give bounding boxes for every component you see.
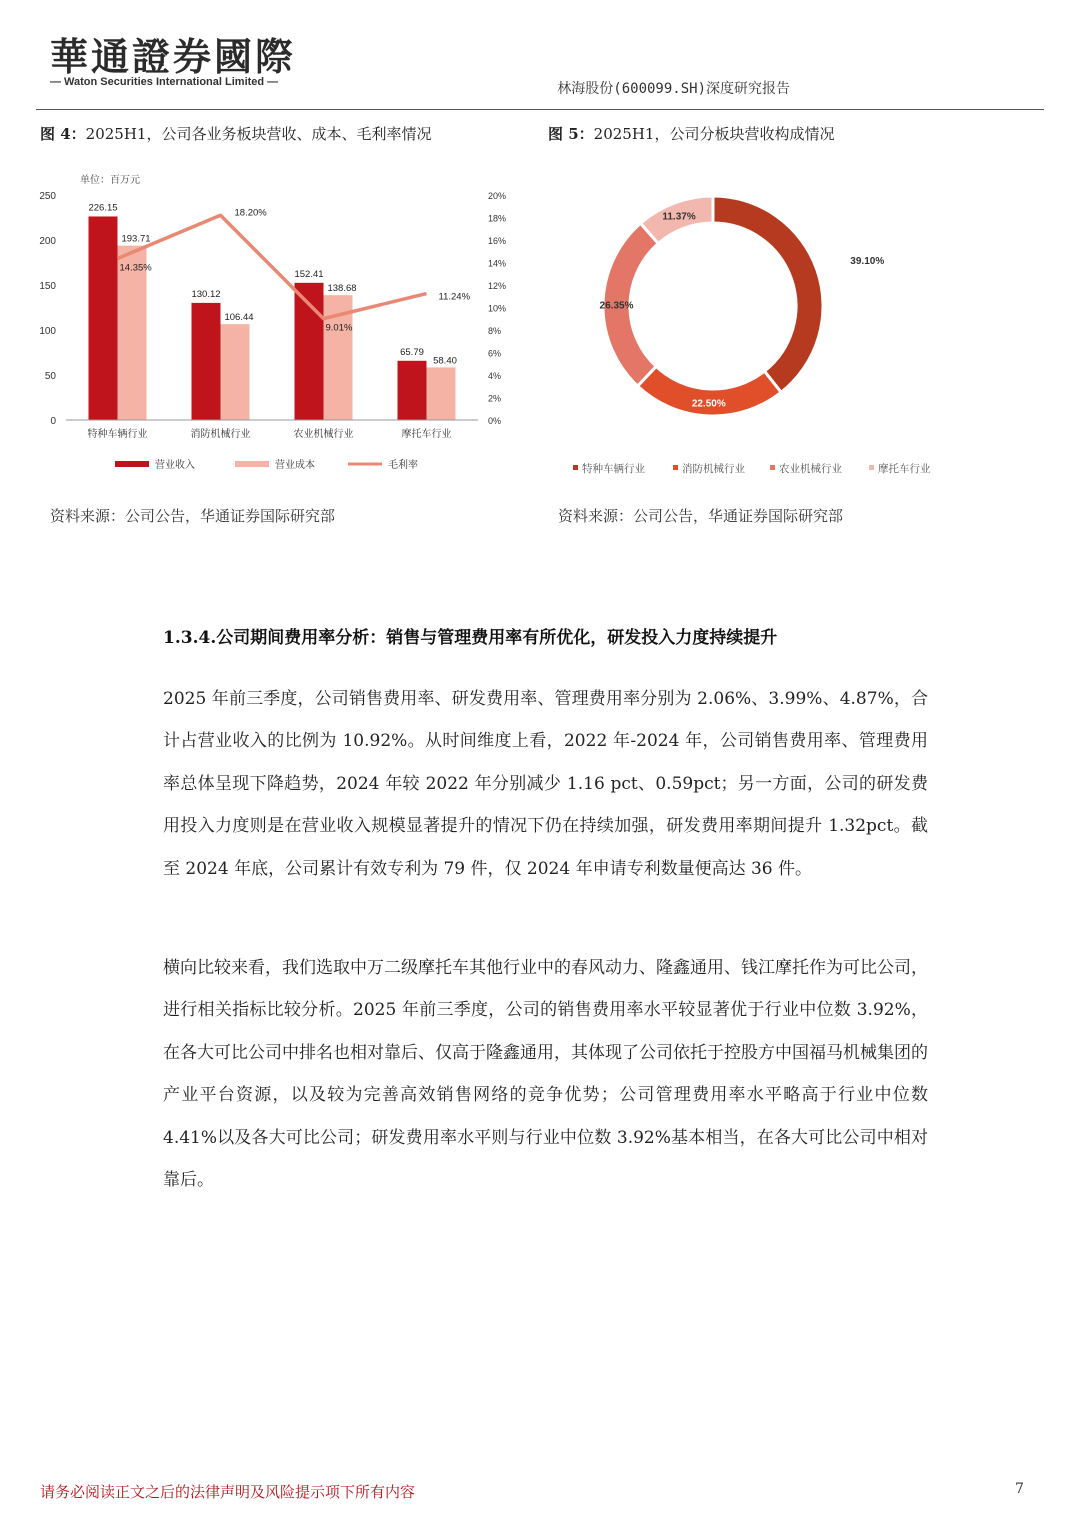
margin-data-label: 14.35% (119, 262, 152, 274)
figure5-source: 资料来源：公司公告，华通证券国际研究部 (558, 507, 844, 525)
y2-tick-label: 14% (488, 258, 507, 269)
bar-revenue (398, 361, 427, 420)
legend-label: 消防机械行业 (682, 463, 745, 475)
legend-swatch (869, 465, 874, 470)
legend-swatch (573, 465, 578, 470)
margin-data-label: 9.01% (325, 322, 353, 334)
cost-data-label: 58.40 (433, 355, 457, 367)
legend-swatch (235, 461, 269, 467)
cost-data-label: 106.44 (224, 312, 254, 324)
legend-label: 营业收入 (155, 460, 195, 471)
margin-line (118, 215, 427, 318)
donut-data-label: 22.50% (691, 398, 726, 410)
figure5-title-text: 2025H1，公司分板块营收构成情况 (593, 125, 835, 143)
legend-label: 农业机械行业 (779, 463, 842, 475)
y2-tick-label: 12% (488, 281, 507, 291)
body-paragraph-2: 横向比较来看，我们选取中万二级摩托车其他行业中的春风动力、隆鑫通用、钱江摩托作为可比公司，进行相关指标比较分析。2025 年前三季度，公司的销售费用率水平较显著优于行业中位数 3.92%，在各大可比公司中排名也相对靠后、仅高于隆鑫通用，其体现了公司依托于控股方中国福马机械集团的产业平台资源，以及较为完善高效销售网络的竞争优势；公司管理费用率水平略高于行业中位数 4.41%以及各大可比公司；研发费用率水平则与行业中位数 3.92%基本相当，在各大可比公司中相对靠后。 (163, 958, 928, 1191)
bar-revenue (89, 216, 118, 420)
y2-tick-label: 20% (488, 191, 507, 201)
page-number: 7 (1015, 1481, 1024, 1497)
legend-label: 毛利率 (388, 460, 418, 471)
x-tick-label: 特种车辆行业 (87, 429, 148, 440)
figure4-combo-chart (30, 168, 520, 488)
figure5-title (548, 123, 834, 144)
y-tick-label: 100 (39, 326, 56, 337)
company-logo-subtitle: — Waton Securities International Limited — (50, 76, 279, 88)
revenue-data-label: 130.12 (191, 288, 221, 300)
y-tick-label: 50 (44, 371, 56, 382)
figure4-title-text: 2025H1，公司各业务板块营收、成本、毛利率情况 (85, 125, 432, 143)
figure5-donut-chart (555, 180, 955, 485)
cost-data-label: 138.68 (327, 283, 357, 295)
revenue-data-label: 152.41 (294, 268, 324, 280)
bar-cost (221, 324, 250, 420)
donut-data-label: 39.10% (850, 256, 885, 268)
legal-warning: 请务必阅读正文之后的法律声明及风险提示项下所有内容 (40, 1483, 416, 1501)
legend-swatch (673, 465, 678, 470)
y2-tick-label: 0% (488, 416, 502, 426)
legend-swatch (115, 461, 149, 467)
x-tick-label: 摩托车行业 (401, 429, 452, 440)
donut-data-label: 26.35% (599, 300, 634, 312)
y2-tick-label: 4% (488, 371, 502, 381)
unit-label: 单位：百万元 (80, 175, 140, 186)
donut-slice (713, 196, 823, 392)
revenue-data-label: 65.79 (400, 346, 424, 358)
company-logo-text: 華通證券國際 (50, 34, 297, 79)
y2-tick-label: 16% (488, 236, 507, 246)
figure4-source: 资料来源：公司公告，华通证券国际研究部 (50, 507, 336, 525)
body-paragraph-1: 2025 年前三季度，公司销售费用率、研发费用率、管理费用率分别为 2.06%、3.99%、4.87%，合计占营业收入的比例为 10.92%。从时间维度上看，2022 年-2024 年，公司销售费用率、管理费用率总体呈现下降趋势，2024 年较 2022 年分别减少 1.16 pct、0.59pct；另一方面，公司的研发费用投入力度则是在营业收入规模显著提升的情况下仍在持续加强，研发费用率期间提升 1.32pct。截至 2024 年底，公司累计有效专利为 79 件，仅 2024 年申请专利数量便高达 36 件。 (163, 689, 928, 879)
y-tick-label: 200 (39, 236, 56, 247)
figure4-label: 图 4： (40, 125, 86, 143)
figure5-label: 图 5： (548, 125, 594, 143)
y-tick-label: 250 (39, 191, 56, 202)
bar-revenue (192, 303, 221, 420)
x-tick-label: 农业机械行业 (293, 429, 354, 440)
header-divider (36, 109, 1044, 110)
revenue-data-label: 226.15 (88, 202, 118, 214)
y-tick-label: 150 (39, 281, 56, 292)
y2-tick-label: 10% (488, 303, 507, 314)
legend-swatch (770, 465, 775, 470)
report-title: 林海股份(600099.SH)深度研究报告 (557, 81, 790, 97)
margin-data-label: 11.24% (438, 291, 471, 303)
y2-tick-label: 6% (488, 348, 502, 359)
y2-tick-label: 2% (488, 393, 502, 404)
section-heading: 1.3.4.公司期间费用率分析：销售与管理费用率有所优化，研发投入力度持续提升 (163, 628, 778, 648)
y-tick-label: 0 (50, 416, 56, 427)
y2-tick-label: 18% (488, 213, 507, 224)
donut-data-label: 11.37% (662, 211, 696, 223)
x-tick-label: 消防机械行业 (190, 429, 251, 440)
legend-label: 摩托车行业 (878, 463, 931, 475)
figure4-title (40, 123, 431, 144)
legend-label: 营业成本 (275, 460, 315, 471)
legend-label: 特种车辆行业 (582, 463, 645, 475)
margin-data-label: 18.20% (234, 207, 267, 219)
cost-data-label: 193.71 (121, 233, 151, 245)
bar-cost (427, 367, 456, 420)
y2-tick-label: 8% (488, 326, 502, 336)
